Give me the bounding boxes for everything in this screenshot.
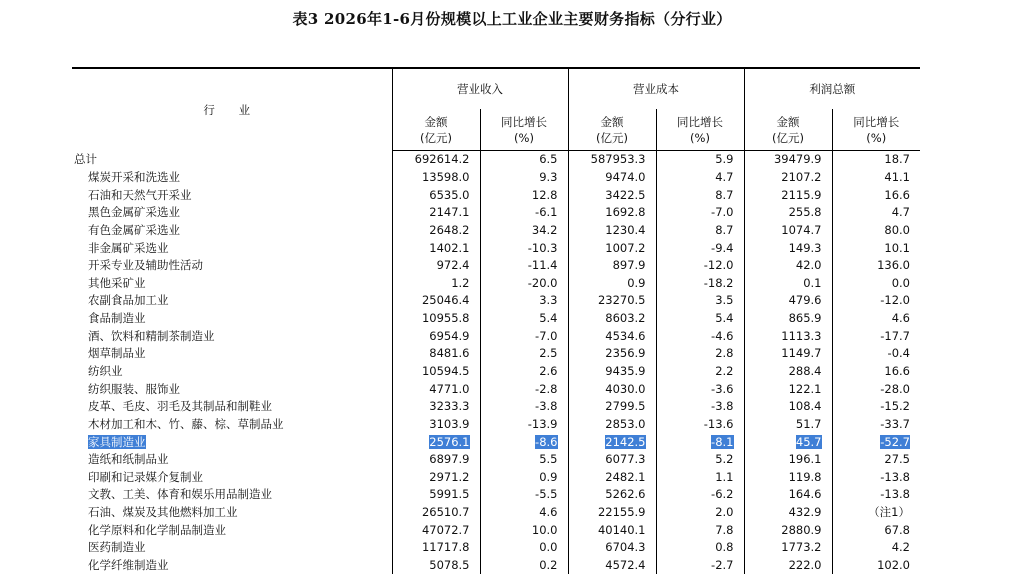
cost-growth-cell: 7.8 — [656, 521, 744, 539]
revenue-growth-cell: 10.0 — [480, 521, 568, 539]
table-row — [72, 486, 920, 504]
table-row — [72, 274, 920, 292]
table-row — [72, 451, 920, 469]
industry-name: 开采专业及辅助性活动 — [88, 258, 203, 273]
revenue-growth-cell: -7.0 — [480, 327, 568, 345]
cost-amount-cell: 23270.5 — [568, 292, 656, 310]
profit-amount-cell: 0.1 — [744, 274, 832, 292]
industry-name: 黑色金属矿采选业 — [88, 205, 180, 220]
profit-growth-cell: -13.8 — [832, 469, 920, 487]
cost-growth-cell: -8.1 — [656, 433, 744, 451]
table-row — [72, 416, 920, 434]
revenue-growth-cell: -6.1 — [480, 204, 568, 222]
revenue-amount-cell: 6954.9 — [392, 327, 480, 345]
revenue-amount-cell: 6535.0 — [392, 186, 480, 204]
industry-name-cell — [72, 486, 392, 504]
table-title: 表3 2026年1-6月份规模以上工业企业主要财务指标（分行业） — [292, 10, 732, 28]
cost-amount-cell: 4030.0 — [568, 380, 656, 398]
cost-amount-cell: 587953.3 — [568, 151, 656, 169]
cost-amount-cell: 4572.4 — [568, 557, 656, 575]
revenue-growth-cell: 5.4 — [480, 310, 568, 328]
industry-name: 纺织业 — [88, 364, 123, 378]
revenue-header: 营业收入 — [392, 68, 568, 109]
profit-amount-cell: 45.7 — [744, 433, 832, 451]
revenue-amount-cell: 25046.4 — [392, 292, 480, 310]
industry-name: 造纸和纸制品业 — [88, 452, 169, 467]
cost-header: 营业成本 — [568, 68, 744, 109]
profit-amount-cell: 1149.7 — [744, 345, 832, 363]
industry-name: 纺织服装、服饰业 — [88, 381, 180, 396]
industry-name-cell — [72, 539, 392, 557]
cost-amount-cell: 897.9 — [568, 257, 656, 275]
cost-amount-header: 金额 (亿元) — [568, 109, 656, 151]
industry-name: 食品制造业 — [88, 311, 146, 326]
industry-name: 印刷和记录媒介复制业 — [88, 469, 203, 484]
profit-amount-cell: 2880.9 — [744, 521, 832, 539]
cost-growth-cell: -18.2 — [656, 274, 744, 292]
profit-growth-cell: 18.7 — [832, 151, 920, 169]
cost-amount-cell: 5262.6 — [568, 486, 656, 504]
industry-name-cell — [72, 186, 392, 204]
cost-growth-cell: 8.7 — [656, 222, 744, 240]
cost-growth-cell: 3.5 — [656, 292, 744, 310]
profit-amount-cell: 288.4 — [744, 363, 832, 381]
revenue-growth-cell: 34.2 — [480, 222, 568, 240]
industry-name-cell — [72, 257, 392, 275]
revenue-amount-cell: 2648.2 — [392, 222, 480, 240]
profit-growth-cell: 0.0 — [832, 274, 920, 292]
industry-name: 煤炭开采和洗选业 — [88, 169, 180, 184]
profit-growth-cell: -13.8 — [832, 486, 920, 504]
industry-name: 家具制造业 — [88, 434, 146, 449]
profit-growth-cell: 136.0 — [832, 257, 920, 275]
cost-growth-cell: 5.9 — [656, 151, 744, 169]
revenue-growth-cell: 12.8 — [480, 186, 568, 204]
revenue-amount-cell: 5991.5 — [392, 486, 480, 504]
cost-amount-cell: 2799.5 — [568, 398, 656, 416]
revenue-growth-cell: 0.2 — [480, 557, 568, 575]
industry-name: 烟草制品业 — [88, 346, 146, 361]
industry-name-cell — [72, 169, 392, 187]
table-row — [72, 186, 920, 204]
revenue-growth-cell: 6.5 — [480, 151, 568, 169]
cost-growth-cell: -3.8 — [656, 398, 744, 416]
cost-amount-cell: 1007.2 — [568, 239, 656, 257]
revenue-amount-cell: 1402.1 — [392, 239, 480, 257]
profit-growth-cell: -28.0 — [832, 380, 920, 398]
cost-growth-cell: -13.6 — [656, 416, 744, 434]
profit-amount-cell: 108.4 — [744, 398, 832, 416]
revenue-amount-cell: 26510.7 — [392, 504, 480, 522]
table-row — [72, 469, 920, 487]
table-row — [72, 151, 920, 169]
industry-name: 医药制造业 — [88, 540, 146, 555]
profit-growth-cell: -17.7 — [832, 327, 920, 345]
profit-amount-cell: 39479.9 — [744, 151, 832, 169]
profit-growth-cell: 41.1 — [832, 169, 920, 187]
profit-amount-cell: 479.6 — [744, 292, 832, 310]
industry-name: 石油、煤炭及其他燃料加工业 — [88, 505, 238, 520]
table-row — [72, 433, 920, 451]
profit-amount-cell: 42.0 — [744, 257, 832, 275]
cost-growth-cell: 4.7 — [656, 169, 744, 187]
profit-growth-cell: 4.6 — [832, 310, 920, 328]
revenue-amount-cell: 6897.9 — [392, 451, 480, 469]
revenue-amount-cell: 2971.2 — [392, 469, 480, 487]
industry-name: 有色金属矿采选业 — [88, 222, 180, 237]
profit-amount-cell: 222.0 — [744, 557, 832, 575]
industry-name-cell — [72, 222, 392, 240]
revenue-growth-cell: -11.4 — [480, 257, 568, 275]
revenue-growth-cell: -10.3 — [480, 239, 568, 257]
profit-amount-cell: 119.8 — [744, 469, 832, 487]
profit-amount-cell: 196.1 — [744, 451, 832, 469]
industry-name-cell — [72, 433, 392, 451]
revenue-growth-header: 同比增长 (%) — [480, 109, 568, 151]
cost-amount-cell: 1692.8 — [568, 204, 656, 222]
profit-growth-cell: 102.0 — [832, 557, 920, 575]
cost-growth-cell: -9.4 — [656, 239, 744, 257]
profit-amount-cell: 122.1 — [744, 380, 832, 398]
profit-growth-cell: -15.2 — [832, 398, 920, 416]
profit-amount-cell: 149.3 — [744, 239, 832, 257]
industry-name: 化学原料和化学制品制造业 — [88, 522, 226, 537]
cost-growth-cell: -6.2 — [656, 486, 744, 504]
industry-name-cell — [72, 310, 392, 328]
cost-growth-cell: -7.0 — [656, 204, 744, 222]
revenue-amount-cell: 972.4 — [392, 257, 480, 275]
profit-header: 利润总额 — [744, 68, 920, 109]
industry-name: 其他采矿业 — [88, 275, 146, 290]
industry-name: 文教、工美、体育和娱乐用品制造业 — [88, 487, 272, 502]
industry-name-cell — [72, 398, 392, 416]
cost-growth-cell: -12.0 — [656, 257, 744, 275]
industry-name-cell — [72, 292, 392, 310]
industry-name-cell — [72, 151, 392, 169]
table-body — [72, 151, 920, 575]
profit-growth-cell: -12.0 — [832, 292, 920, 310]
revenue-growth-cell: -13.9 — [480, 416, 568, 434]
industry-name-cell — [72, 557, 392, 575]
financial-indicators-table — [72, 67, 920, 574]
table-row — [72, 345, 920, 363]
cost-growth-cell: 2.0 — [656, 504, 744, 522]
industry-name-cell — [72, 274, 392, 292]
industry-name-cell — [72, 239, 392, 257]
cost-amount-cell: 1230.4 — [568, 222, 656, 240]
cost-amount-cell: 2356.9 — [568, 345, 656, 363]
industry-name: 皮革、毛皮、羽毛及其制品和制鞋业 — [88, 399, 272, 414]
profit-growth-cell: （注1） — [832, 504, 920, 522]
revenue-amount-cell: 47072.7 — [392, 521, 480, 539]
industry-name-cell — [72, 451, 392, 469]
profit-growth-header: 同比增长 (%) — [832, 109, 920, 151]
cost-growth-cell: 0.8 — [656, 539, 744, 557]
cost-growth-cell: 2.8 — [656, 345, 744, 363]
table-row — [72, 222, 920, 240]
industry-name: 酒、饮料和精制茶制造业 — [88, 328, 215, 343]
profit-growth-cell: -33.7 — [832, 416, 920, 434]
revenue-amount-cell: 5078.5 — [392, 557, 480, 575]
profit-growth-cell: 80.0 — [832, 222, 920, 240]
cost-growth-header: 同比增长 (%) — [656, 109, 744, 151]
table-row — [72, 539, 920, 557]
profit-amount-header: 金额 (亿元) — [744, 109, 832, 151]
cost-amount-cell: 4534.6 — [568, 327, 656, 345]
profit-amount-cell: 2115.9 — [744, 186, 832, 204]
industry-name-cell — [72, 327, 392, 345]
industry-header: 行 业 — [72, 68, 392, 151]
industry-name-cell — [72, 469, 392, 487]
profit-growth-cell: -0.4 — [832, 345, 920, 363]
industry-name: 非金属矿采选业 — [88, 240, 169, 255]
table-row — [72, 292, 920, 310]
cost-amount-cell: 6704.3 — [568, 539, 656, 557]
revenue-growth-cell: -8.6 — [480, 433, 568, 451]
table-row — [72, 504, 920, 522]
cost-amount-cell: 3422.5 — [568, 186, 656, 204]
cost-growth-cell: 1.1 — [656, 469, 744, 487]
profit-growth-cell: -52.7 — [832, 433, 920, 451]
table-row — [72, 521, 920, 539]
cost-amount-cell: 2853.0 — [568, 416, 656, 434]
industry-name: 农副食品加工业 — [88, 293, 169, 308]
revenue-amount-cell: 10594.5 — [392, 363, 480, 381]
revenue-amount-cell: 2147.1 — [392, 204, 480, 222]
revenue-growth-cell: -5.5 — [480, 486, 568, 504]
industry-name-cell — [72, 363, 392, 381]
revenue-amount-cell: 2576.1 — [392, 433, 480, 451]
profit-amount-cell: 51.7 — [744, 416, 832, 434]
table-row — [72, 169, 920, 187]
revenue-amount-cell: 3103.9 — [392, 416, 480, 434]
revenue-amount-cell: 1.2 — [392, 274, 480, 292]
profit-growth-cell: 16.6 — [832, 186, 920, 204]
revenue-amount-cell: 11717.8 — [392, 539, 480, 557]
table-row — [72, 557, 920, 575]
cost-growth-cell: 2.2 — [656, 363, 744, 381]
revenue-amount-cell: 8481.6 — [392, 345, 480, 363]
cost-amount-cell: 6077.3 — [568, 451, 656, 469]
revenue-growth-cell: -2.8 — [480, 380, 568, 398]
profit-amount-cell: 2107.2 — [744, 169, 832, 187]
revenue-growth-cell: -20.0 — [480, 274, 568, 292]
profit-amount-cell: 432.9 — [744, 504, 832, 522]
revenue-growth-cell: 9.3 — [480, 169, 568, 187]
cost-growth-cell: -4.6 — [656, 327, 744, 345]
revenue-amount-cell: 13598.0 — [392, 169, 480, 187]
industry-name: 总计 — [74, 152, 97, 167]
table-row — [72, 204, 920, 222]
profit-growth-cell: 4.2 — [832, 539, 920, 557]
table-row — [72, 327, 920, 345]
revenue-growth-cell: -3.8 — [480, 398, 568, 416]
cost-amount-cell: 2142.5 — [568, 433, 656, 451]
cost-amount-cell: 9435.9 — [568, 363, 656, 381]
table-row — [72, 398, 920, 416]
revenue-amount-header: 金额 (亿元) — [392, 109, 480, 151]
revenue-growth-cell: 0.9 — [480, 469, 568, 487]
cost-growth-cell: -2.7 — [656, 557, 744, 575]
industry-name: 化学纤维制造业 — [88, 558, 169, 573]
industry-name-cell — [72, 380, 392, 398]
table-row — [72, 257, 920, 275]
profit-growth-cell: 16.6 — [832, 363, 920, 381]
industry-name-cell — [72, 345, 392, 363]
profit-amount-cell: 1113.3 — [744, 327, 832, 345]
cost-amount-cell: 22155.9 — [568, 504, 656, 522]
cost-growth-cell: -3.6 — [656, 380, 744, 398]
revenue-growth-cell: 3.3 — [480, 292, 568, 310]
profit-growth-cell: 67.8 — [832, 521, 920, 539]
industry-name: 石油和天然气开采业 — [88, 187, 192, 202]
industry-name-cell — [72, 204, 392, 222]
table-row — [72, 380, 920, 398]
profit-amount-cell: 865.9 — [744, 310, 832, 328]
profit-growth-cell: 4.7 — [832, 204, 920, 222]
industry-name-cell — [72, 504, 392, 522]
revenue-amount-cell: 10955.8 — [392, 310, 480, 328]
profit-amount-cell: 1074.7 — [744, 222, 832, 240]
revenue-growth-cell: 4.6 — [480, 504, 568, 522]
revenue-amount-cell: 692614.2 — [392, 151, 480, 169]
revenue-growth-cell: 5.5 — [480, 451, 568, 469]
cost-growth-cell: 8.7 — [656, 186, 744, 204]
profit-amount-cell: 1773.2 — [744, 539, 832, 557]
profit-amount-cell: 164.6 — [744, 486, 832, 504]
revenue-amount-cell: 4771.0 — [392, 380, 480, 398]
table-row — [72, 239, 920, 257]
industry-name-cell — [72, 521, 392, 539]
cost-amount-cell: 8603.2 — [568, 310, 656, 328]
profit-growth-cell: 27.5 — [832, 451, 920, 469]
industry-name: 木材加工和木、竹、藤、棕、草制品业 — [88, 416, 284, 431]
cost-amount-cell: 0.9 — [568, 274, 656, 292]
cost-amount-cell: 40140.1 — [568, 521, 656, 539]
profit-growth-cell: 10.1 — [832, 239, 920, 257]
table-row — [72, 363, 920, 381]
cost-amount-cell: 2482.1 — [568, 469, 656, 487]
table-row — [72, 310, 920, 328]
revenue-amount-cell: 3233.3 — [392, 398, 480, 416]
industry-name-cell — [72, 416, 392, 434]
cost-amount-cell: 9474.0 — [568, 169, 656, 187]
cost-growth-cell: 5.4 — [656, 310, 744, 328]
revenue-growth-cell: 2.5 — [480, 345, 568, 363]
profit-amount-cell: 255.8 — [744, 204, 832, 222]
revenue-growth-cell: 2.6 — [480, 363, 568, 381]
cost-growth-cell: 5.2 — [656, 451, 744, 469]
revenue-growth-cell: 0.0 — [480, 539, 568, 557]
